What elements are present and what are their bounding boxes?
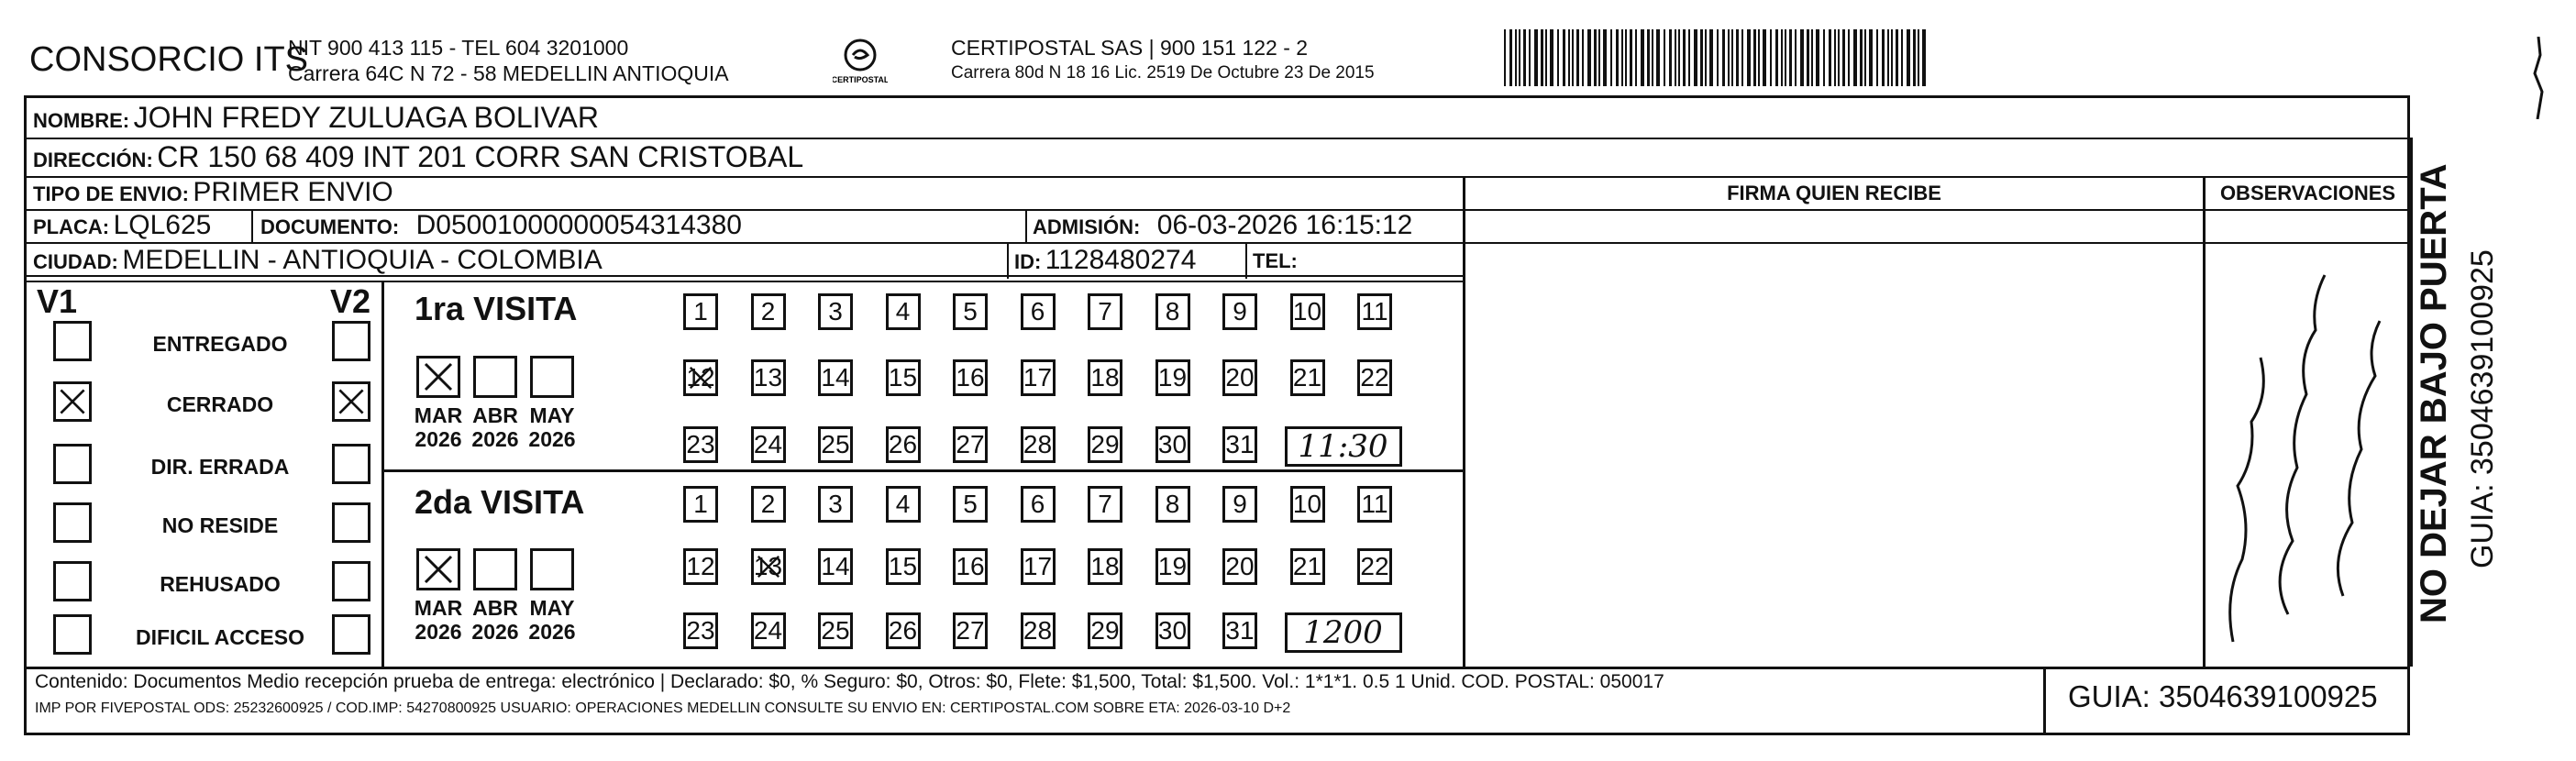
v1-checkbox[interactable] — [53, 502, 92, 543]
barcode-bar — [1882, 29, 1885, 86]
day-box[interactable]: 25 — [818, 612, 853, 649]
company-address: Carrera 64C N 72 - 58 MEDELLIN ANTIOQUIA — [288, 61, 729, 85]
v1-checkbox[interactable] — [53, 614, 92, 655]
barcode-bar — [1700, 29, 1703, 86]
day-box[interactable]: 8 — [1155, 486, 1190, 523]
day-box[interactable]: 3 — [818, 486, 853, 523]
x-mark-icon — [419, 551, 458, 588]
day-box[interactable]: 18 — [1088, 359, 1122, 396]
barcode-bar — [1834, 29, 1836, 86]
barcode-bar — [1678, 29, 1680, 86]
day-box[interactable]: 3 — [818, 293, 853, 330]
barcode-bar — [1753, 29, 1756, 86]
day-box[interactable]: 7 — [1088, 486, 1122, 523]
v2-checkbox[interactable] — [332, 614, 370, 655]
company-info — [288, 35, 729, 86]
margin-scribble — [2529, 37, 2549, 119]
day-box[interactable]: 8 — [1155, 293, 1190, 330]
month-label: MAR 2026 — [414, 403, 463, 451]
month-label: MAY 2026 — [528, 403, 576, 451]
barcode-bar — [1647, 29, 1650, 86]
day-box[interactable]: 11 — [1357, 486, 1392, 523]
barcode-bar — [1876, 29, 1878, 86]
placa-label: PLACA: — [33, 215, 110, 238]
id-label: ID: — [1014, 250, 1042, 273]
barcode-bar — [1731, 29, 1733, 86]
barcode-bar — [1694, 29, 1697, 86]
day-box[interactable]: 2 — [751, 293, 786, 330]
admision-value: 06-03-2026 16:15:12 — [1156, 210, 1413, 240]
company-name: CONSORCIO ITS — [29, 40, 309, 79]
status-label: CERRADO — [166, 392, 274, 416]
barcode-bar — [1722, 29, 1725, 86]
placa-value: LQL625 — [113, 210, 212, 240]
day-box[interactable]: 17 — [1021, 359, 1056, 396]
month-label: ABR 2026 — [471, 403, 519, 451]
status-label: DIR. ERRADA — [150, 455, 290, 479]
status-label: DIFICIL ACCESO — [135, 625, 304, 649]
barcode-bar — [1922, 29, 1926, 86]
barcode-bar — [1683, 29, 1686, 86]
barcode-bar — [1795, 29, 1797, 86]
day-box[interactable]: 26 — [886, 612, 921, 649]
footer-content-line: Contenido: Documentos Medio recepción prueba de entrega: electrónico | Declarado: $0, % Seguro: $0, Otros: $0, Flete: $1,500, Total: $1,500. Vol.: 1*1*1. 0.5 1 Unid. COD. POSTAL: 050017 — [35, 671, 1664, 692]
day-box[interactable]: 16 — [953, 548, 988, 585]
direccion-value: CR 150 68 409 INT 201 CORR SAN CRISTOBAL — [157, 140, 804, 173]
day-box[interactable]: 21 — [1290, 359, 1325, 396]
barcode-bar — [1576, 29, 1579, 86]
status-label: ENTREGADO — [152, 332, 288, 356]
day-box[interactable]: 12 — [683, 548, 718, 585]
barcode-bar — [1582, 29, 1584, 86]
barcode-bar — [1705, 29, 1707, 86]
day-box[interactable]: 23 — [683, 612, 718, 649]
month-checkbox[interactable] — [530, 356, 574, 398]
day-box[interactable]: 2 — [751, 486, 786, 523]
v2-checkbox[interactable] — [332, 381, 370, 422]
direccion-row — [33, 140, 803, 174]
barcode-bar — [1891, 29, 1893, 86]
barcode-bar — [1901, 29, 1903, 86]
v1-checkbox[interactable] — [53, 561, 92, 601]
barcode-bar — [1568, 29, 1570, 86]
side-guia: GUIA: 3504639100925 — [2465, 249, 2500, 568]
barcode-bar — [1557, 29, 1559, 86]
barcode-bar — [1603, 29, 1607, 86]
day-box[interactable]: 17 — [1021, 548, 1056, 585]
v2-label: V2 — [330, 282, 371, 320]
day-box[interactable]: 5 — [953, 293, 988, 330]
company-nit: NIT 900 413 115 - TEL 604 3201000 — [288, 36, 629, 60]
day-box[interactable]: 14 — [818, 548, 853, 585]
barcode-bar — [1534, 29, 1538, 86]
ciudad-row — [33, 245, 603, 276]
day-box[interactable]: 28 — [1021, 612, 1056, 649]
day-box[interactable]: 27 — [953, 426, 988, 463]
barcode-bar — [1545, 29, 1547, 86]
barcode-bar — [1887, 29, 1889, 86]
day-box[interactable]: 13 — [751, 359, 786, 396]
barcode-bar — [1864, 29, 1866, 86]
barcode-bar — [1587, 29, 1591, 86]
barcode-bar — [1741, 29, 1743, 86]
day-box[interactable]: 15 — [886, 548, 921, 585]
barcode-bar — [1785, 29, 1786, 86]
day-box[interactable]: 1 — [683, 486, 718, 523]
day-box[interactable]: 22 — [1357, 548, 1392, 585]
barcode-bar — [1709, 29, 1713, 86]
day-box[interactable]: 12 — [683, 359, 718, 396]
day-box[interactable]: 30 — [1155, 426, 1190, 463]
barcode-bar — [1896, 29, 1898, 86]
barcode-bar — [1515, 29, 1517, 86]
day-box[interactable]: 4 — [886, 293, 921, 330]
month-checkbox[interactable] — [473, 548, 517, 590]
month-checkbox[interactable] — [530, 548, 574, 590]
barcode-bar — [1664, 29, 1665, 86]
placa-row — [33, 210, 211, 241]
barcode-bar — [1717, 29, 1719, 86]
v1-checkbox[interactable] — [53, 381, 92, 422]
barcode-bar — [1621, 29, 1623, 86]
id-value: 1128480274 — [1045, 245, 1197, 275]
barcode-bar — [1869, 29, 1873, 86]
footer-imp-line: IMP POR FIVEPOSTAL ODS: 25232600925 / COD.IMP: 54270800925 USUARIO: OPERACIONES MEDELLIN CONSULTE SU ENVIO EN: CERTIPOSTAL.COM SOBRE ETA: 2026-03-10 D+2 — [35, 700, 1291, 716]
day-box[interactable]: 26 — [886, 426, 921, 463]
day-box[interactable]: 6 — [1021, 486, 1056, 523]
ciudad-label: CIUDAD: — [33, 250, 118, 273]
v2-checkbox[interactable] — [332, 561, 370, 601]
day-box[interactable]: 9 — [1222, 486, 1257, 523]
x-mark-icon — [335, 384, 368, 419]
day-box[interactable]: 30 — [1155, 612, 1190, 649]
direccion-label: DIRECCIÓN: — [33, 149, 153, 171]
barcode-bar — [1816, 29, 1819, 86]
v2-checkbox[interactable] — [332, 444, 370, 484]
month-checkbox[interactable] — [416, 548, 460, 590]
day-box[interactable]: 29 — [1088, 426, 1122, 463]
barcode-bar — [1688, 29, 1690, 86]
day-box[interactable]: 14 — [818, 359, 853, 396]
v2-checkbox[interactable] — [332, 502, 370, 543]
barcode-bar — [1669, 29, 1672, 86]
tipo-row — [33, 177, 393, 208]
barcode-bar — [1563, 29, 1565, 86]
barcode-bar — [1800, 29, 1804, 86]
barcode-bar — [1656, 29, 1660, 86]
documento-cell — [260, 210, 742, 241]
day-box[interactable]: 24 — [751, 612, 786, 649]
month-label: MAR 2026 — [414, 596, 463, 644]
v1-label: V1 — [37, 282, 78, 320]
barcode-bar — [1572, 29, 1574, 86]
day-box[interactable]: 25 — [818, 426, 853, 463]
barcode-bar — [1610, 29, 1612, 86]
x-mark-icon — [56, 384, 89, 419]
barcode-bar — [1807, 29, 1809, 86]
carrier-address: Carrera 80d N 18 16 Lic. 2519 De Octubre 23 De 2015 — [951, 63, 1375, 83]
barcode-bar — [1529, 29, 1531, 86]
handwritten-text: Reja negra Casa ladrillo Porton negro — [2206, 211, 2221, 212]
firma-header: FIRMA QUIEN RECIBE — [1727, 182, 1941, 204]
status-label: REHUSADO — [160, 572, 281, 596]
day-box[interactable]: 22 — [1357, 359, 1392, 396]
day-box[interactable]: 24 — [751, 426, 786, 463]
barcode-bar — [1842, 29, 1845, 86]
day-box[interactable]: 9 — [1222, 293, 1257, 330]
day-box[interactable]: 10 — [1290, 486, 1325, 523]
barcode-bar — [1853, 29, 1857, 86]
handwritten-notes — [2206, 211, 2410, 667]
barcode-bar — [1811, 29, 1813, 86]
day-box[interactable]: 16 — [953, 359, 988, 396]
barcode-bar — [1728, 29, 1730, 86]
day-box[interactable]: 31 — [1222, 426, 1257, 463]
day-box[interactable]: 29 — [1088, 612, 1122, 649]
first-visit-title: 1ra VISITA — [415, 290, 578, 327]
barcode-bar — [1770, 29, 1772, 86]
day-box[interactable]: 20 — [1222, 548, 1257, 585]
barcode-bar — [1775, 29, 1778, 86]
observaciones-notes — [2206, 211, 2410, 667]
barcode-bar — [1519, 29, 1520, 86]
day-box[interactable]: 28 — [1021, 426, 1056, 463]
barcode-bar — [1848, 29, 1850, 86]
barcode-bar — [1504, 29, 1506, 86]
barcode-bar — [1829, 29, 1831, 86]
v1-checkbox[interactable] — [53, 321, 92, 361]
day-box[interactable]: 10 — [1290, 293, 1325, 330]
day-box[interactable]: 7 — [1088, 293, 1122, 330]
barcode-bar — [1652, 29, 1653, 86]
barcode-bar — [1625, 29, 1627, 86]
day-box[interactable]: 19 — [1155, 359, 1190, 396]
barcode-bar — [1523, 29, 1526, 86]
barcode-bar — [1860, 29, 1863, 86]
day-box[interactable]: 23 — [683, 426, 718, 463]
observaciones-header: OBSERVACIONES — [2219, 182, 2396, 204]
barcode-bar — [1630, 29, 1632, 86]
nombre-value: JOHN FREDY ZULUAGA BOLIVAR — [133, 101, 599, 134]
carrier-info — [951, 35, 1375, 86]
day-box[interactable]: 21 — [1290, 548, 1325, 585]
v2-checkbox[interactable] — [332, 321, 370, 361]
barcode-bar — [1641, 29, 1644, 86]
side-warning: NO DEJAR BAJO PUERTA — [2414, 163, 2454, 623]
documento-label: DOCUMENTO: — [260, 215, 400, 238]
barcode-bar — [1918, 29, 1919, 86]
barcode-bar — [1789, 29, 1792, 86]
second-visit-title: 2da VISITA — [415, 483, 585, 521]
month-checkbox[interactable] — [416, 356, 460, 398]
barcode-bar — [1616, 29, 1619, 86]
day-box[interactable]: 19 — [1155, 548, 1190, 585]
status-label: NO RESIDE — [161, 513, 279, 537]
barcode-bar — [1838, 29, 1840, 86]
admision-cell — [1033, 210, 1412, 241]
barcode-bar — [1907, 29, 1910, 86]
barcode-bar — [1509, 29, 1512, 86]
footer-guia: GUIA: 3504639100925 — [2068, 679, 2378, 713]
barcode-bar — [1747, 29, 1751, 86]
day-box[interactable]: 27 — [953, 612, 988, 649]
day-box[interactable]: 6 — [1021, 293, 1056, 330]
barcode-bar — [1675, 29, 1676, 86]
day-box[interactable]: 13 — [751, 548, 786, 585]
nombre-row — [33, 101, 599, 135]
certipostal-logo — [833, 33, 888, 92]
signature-area[interactable] — [1465, 211, 2203, 667]
barcode-bar — [1781, 29, 1783, 86]
x-mark-icon — [686, 362, 715, 393]
id-cell — [1014, 245, 1196, 276]
day-box[interactable]: 20 — [1222, 359, 1257, 396]
day-box[interactable]: 5 — [953, 486, 988, 523]
x-mark-icon — [419, 358, 458, 395]
barcode-bar — [1598, 29, 1600, 86]
day-box[interactable]: 4 — [886, 486, 921, 523]
time-field[interactable]: 11:30 — [1285, 426, 1402, 467]
nombre-label: NOMBRE: — [33, 109, 130, 132]
time-field[interactable]: 1200 — [1285, 612, 1402, 653]
barcode-bar — [1913, 29, 1916, 86]
barcode-bar — [1823, 29, 1825, 86]
month-label: MAY 2026 — [528, 596, 576, 644]
day-box[interactable]: 1 — [683, 293, 718, 330]
logo-text: CERTIPOSTAL — [833, 75, 888, 84]
barcode-bar — [1541, 29, 1543, 86]
barcode — [1504, 29, 2210, 86]
tel-label: TEL: — [1253, 249, 1298, 272]
barcode-bar — [1635, 29, 1637, 86]
ciudad-value: MEDELLIN - ANTIOQUIA - COLOMBIA — [122, 245, 603, 275]
day-box[interactable]: 11 — [1357, 293, 1392, 330]
barcode-bar — [1736, 29, 1739, 86]
day-box[interactable]: 31 — [1222, 612, 1257, 649]
barcode-bar — [1763, 29, 1766, 86]
v1-checkbox[interactable] — [53, 444, 92, 484]
month-label: ABR 2026 — [471, 596, 519, 644]
barcode-bar — [1550, 29, 1553, 86]
barcode-bar — [1758, 29, 1760, 86]
barcode-bar — [1594, 29, 1597, 86]
day-box[interactable]: 18 — [1088, 548, 1122, 585]
tipo-label: TIPO DE ENVIO: — [33, 182, 189, 205]
tipo-value: PRIMER ENVIO — [193, 177, 393, 207]
month-checkbox[interactable] — [473, 356, 517, 398]
admision-label: ADMISIÓN: — [1033, 215, 1141, 238]
x-mark-icon — [754, 551, 783, 582]
carrier-name: CERTIPOSTAL SAS | 900 151 122 - 2 — [951, 36, 1309, 60]
documento-value: D05001000000054314380 — [415, 210, 742, 240]
day-box[interactable]: 15 — [886, 359, 921, 396]
